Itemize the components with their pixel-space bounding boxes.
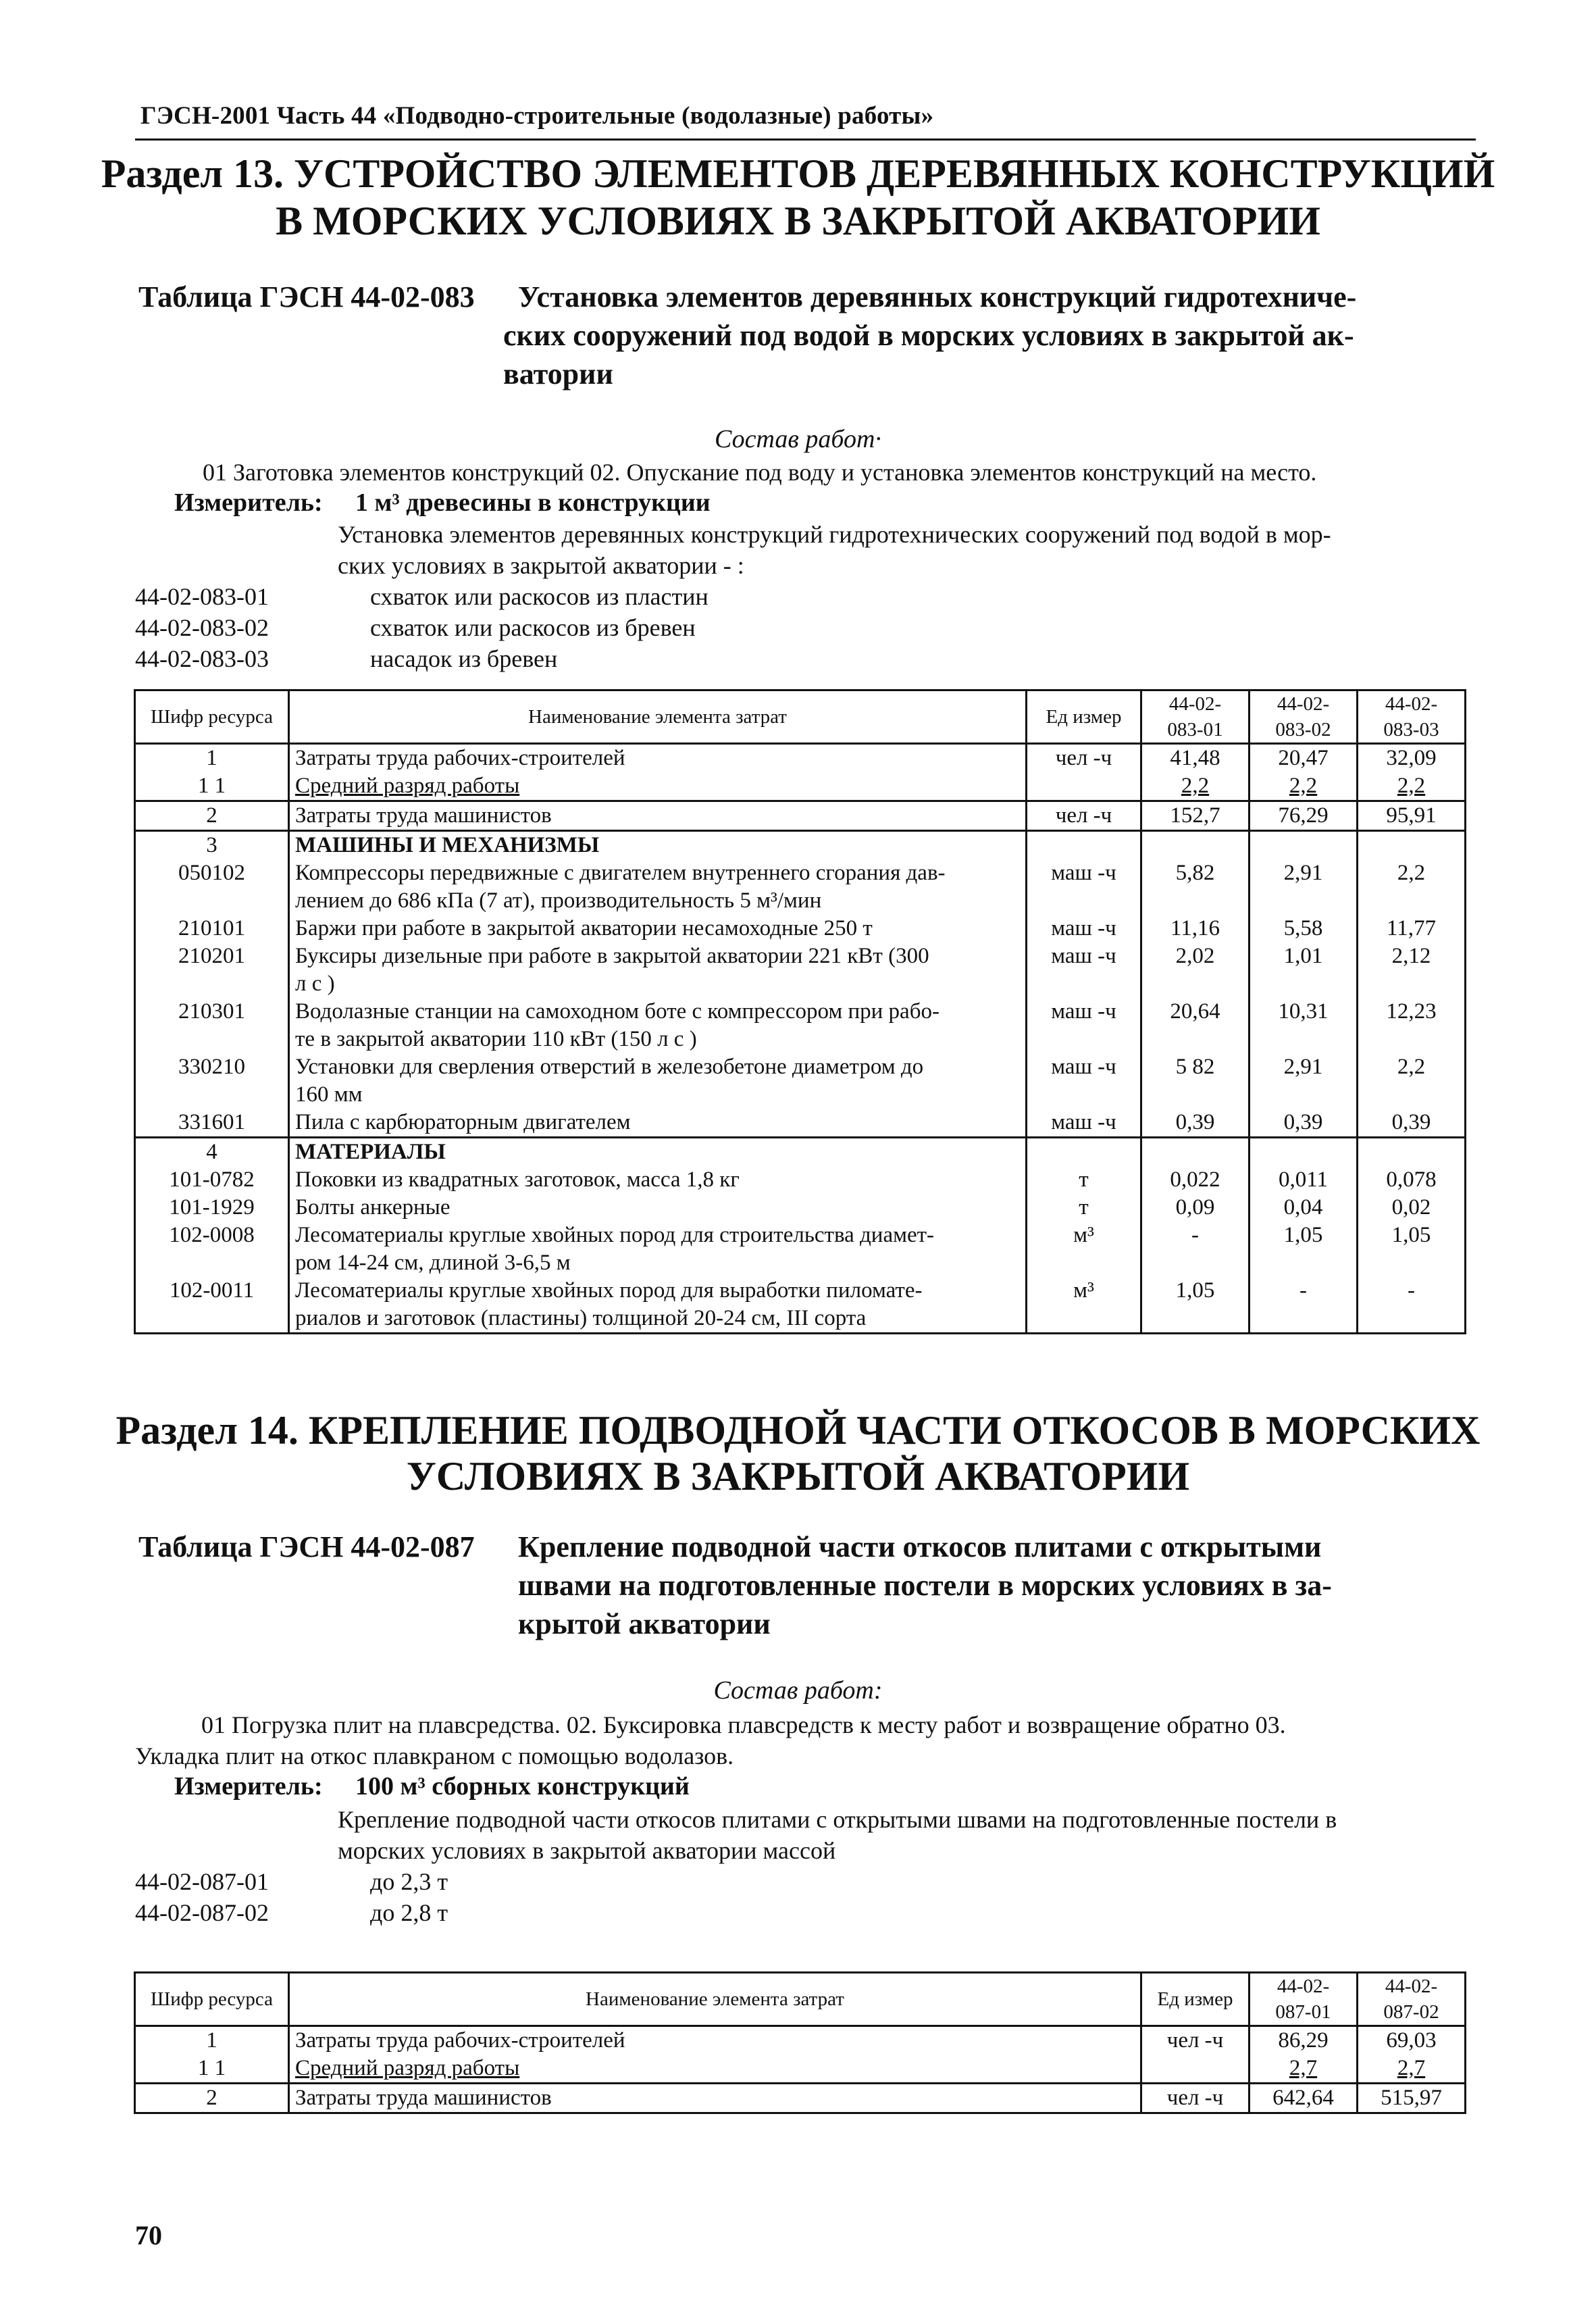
value-cell: 0,09 (1141, 1194, 1250, 1222)
section-13-title-line2: В МОРСКИХ УСЛОВИЯХ В ЗАКРЫТОЙ АКВАТОРИИ (276, 199, 1320, 243)
table-row (135, 1138, 1466, 1167)
resource-code-cell: 1 1 (135, 772, 289, 801)
value-cell: 11,77 (1358, 915, 1466, 942)
value-cell: 5,82 (1141, 859, 1250, 915)
intro-087-line1: Крепление подводной части откосов плитами с открытыми швами на подготовленные постели в (338, 1806, 1337, 1833)
table-087-body (135, 2026, 1466, 2113)
value-cell (1141, 1138, 1250, 1167)
table-087-label: Таблица ГЭСН 44-02-087 (138, 1530, 475, 1563)
resource-code-cell: 1 (135, 744, 289, 773)
cost-element-cell: Баржи при работе в закрытой акватории несамоходные 250 т (289, 915, 1027, 942)
value-cell: 12,23 (1358, 998, 1466, 1053)
code-083-02: 44-02-083-02 (135, 614, 269, 641)
cost-element-cell: Затраты труда машинистов (289, 2084, 1141, 2113)
resource-code-cell: 330210 (135, 1053, 289, 1109)
unit-cell (1027, 831, 1141, 860)
table-row (135, 2084, 1466, 2113)
value-cell: 2,2 (1141, 772, 1250, 801)
header-rule (135, 139, 1476, 141)
unit-cell: маш -ч (1027, 1109, 1141, 1138)
value-cell: 2,7 (1358, 2055, 1466, 2084)
value-cell: 2,91 (1250, 1053, 1358, 1109)
value-cell: 0,02 (1358, 1194, 1466, 1222)
value-cell: 642,64 (1250, 2084, 1358, 2113)
value-cell: 32,09 (1358, 744, 1466, 773)
table-row (135, 942, 1466, 998)
unit-cell: маш -ч (1027, 942, 1141, 998)
resource-code-cell: 210101 (135, 915, 289, 942)
table-083-label: Таблица ГЭСН 44-02-083 (138, 280, 475, 313)
value-cell: 1,05 (1250, 1222, 1358, 1277)
cost-element-cell: Затраты труда рабочих-строителей (289, 744, 1027, 773)
measure-value-083: 1 м³ древесины в конструкции (355, 488, 711, 517)
value-cell: 2,12 (1358, 942, 1466, 998)
value-cell: - (1250, 1277, 1358, 1334)
code-087-02-text: до 2,8 т (370, 1899, 448, 1926)
header-code: Шифр ресурса (135, 690, 289, 744)
value-cell: 41,48 (1141, 744, 1250, 773)
resource-code-cell: 101-0782 (135, 1166, 289, 1194)
header-col-3: 44-02- 083-03 (1358, 690, 1466, 744)
value-cell: 10,31 (1250, 998, 1358, 1053)
value-cell: 2,2 (1250, 772, 1358, 801)
header-unit: Ед измер (1027, 690, 1141, 744)
code-087-02: 44-02-087-02 (135, 1899, 269, 1926)
table-083-body (135, 744, 1466, 1334)
unit-cell: т (1027, 1166, 1141, 1194)
running-head: ГЭСН-2001 Часть 44 «Подводно-строительные (водолазные) работы» (140, 102, 934, 130)
cost-element-cell: Водолазные станции на самоходном боте с компрессором при рабо- те в закрытой акватории 110 кВт (150 л с ) (289, 998, 1027, 1053)
value-cell: 2,2 (1358, 859, 1466, 915)
resource-code-cell: 331601 (135, 1109, 289, 1138)
value-cell: 95,91 (1358, 801, 1466, 831)
code-087-01-text: до 2,3 т (370, 1868, 448, 1895)
resource-code-cell: 2 (135, 2084, 289, 2113)
table-083-title-2: ских сооружений под водой в морских условиях в закрытой ак- (503, 319, 1354, 352)
composition-heading-083: Состав работ· (715, 425, 881, 453)
value-cell: 1,05 (1141, 1277, 1250, 1334)
table-header-row (135, 1973, 1466, 2026)
table-row (135, 2026, 1466, 2055)
cost-element-cell: Средний разряд работы (289, 772, 1027, 801)
cost-table-087 (134, 1971, 1466, 2114)
table-087-title-3: крытой акватории (518, 1607, 771, 1640)
value-cell: 86,29 (1250, 2026, 1358, 2055)
value-cell: 2,02 (1141, 942, 1250, 998)
resource-code-cell: 3 (135, 831, 289, 860)
table-083-title-1: Установка элементов деревянных конструкций гидротехниче- (518, 280, 1357, 313)
table-row (135, 1222, 1466, 1277)
value-cell: 5 82 (1141, 1053, 1250, 1109)
value-cell (1141, 831, 1250, 860)
unit-cell: чел -ч (1027, 744, 1141, 773)
table-row (135, 801, 1466, 831)
value-cell: - (1141, 1222, 1250, 1277)
table-row (135, 744, 1466, 773)
section-14-title-line1: Раздел 14. КРЕПЛЕНИЕ ПОДВОДНОЙ ЧАСТИ ОТКОСОВ В МОРСКИХ (115, 1408, 1481, 1453)
table-row (135, 772, 1466, 801)
unit-cell: маш -ч (1027, 998, 1141, 1053)
section-13-title-line1: Раздел 13. УСТРОЙСТВО ЭЛЕМЕНТОВ ДЕРЕВЯННЫХ КОНСТРУКЦИЙ (101, 151, 1495, 196)
value-cell: 2,91 (1250, 859, 1358, 915)
code-083-03: 44-02-083-03 (135, 645, 269, 672)
measure-value-087: 100 м³ сборных конструкций (355, 1772, 690, 1801)
header-col-1: 44-02- 087-01 (1250, 1973, 1358, 2026)
header-name: Наименование элемента затрат (289, 690, 1027, 744)
table-087-title-1: Крепление подводной части откосов плитами с открытыми (518, 1530, 1322, 1563)
value-cell: 2,2 (1358, 1053, 1466, 1109)
table-row (135, 859, 1466, 915)
unit-cell: чел -ч (1141, 2084, 1250, 2113)
cost-element-cell: Лесоматериалы круглые хвойных пород для выработки пиломате- риалов и заготовок (пластины) толщиной 20-24 см, III сорта (289, 1277, 1027, 1334)
composition-text-087-line2: Укладка плит на откос плавкраном с помощью водолазов. (135, 1742, 734, 1769)
code-083-01: 44-02-083-01 (135, 583, 269, 610)
unit-cell: чел -ч (1027, 801, 1141, 831)
value-cell: 20,64 (1141, 998, 1250, 1053)
value-cell (1250, 1138, 1358, 1167)
cost-element-cell: Пила с карбюраторным двигателем (289, 1109, 1027, 1138)
composition-heading-087: Состав работ: (713, 1676, 883, 1705)
value-cell: 11,16 (1141, 915, 1250, 942)
header-col-1: 44-02- 083-01 (1141, 690, 1250, 744)
measure-label-083: Измеритель: (174, 488, 323, 517)
intro-083-line1: Установка элементов деревянных конструкций гидротехнических сооружений под водой в мор- (338, 521, 1331, 548)
composition-text-083: 01 Заготовка элементов конструкций 02. Опускание под воду и установка элементов конструкций на место. (203, 459, 1317, 486)
code-087-01: 44-02-087-01 (135, 1868, 269, 1895)
value-cell: 20,47 (1250, 744, 1358, 773)
measure-label-087: Измеритель: (174, 1772, 323, 1801)
resource-code-cell: 102-0011 (135, 1277, 289, 1334)
table-087-title-2: швами на подготовленные постели в морских условиях в за- (518, 1569, 1332, 1602)
table-row (135, 915, 1466, 942)
table-row (135, 831, 1466, 860)
intro-087-line2: морских условиях в закрытой акватории массой (338, 1837, 836, 1864)
table-row (135, 1277, 1466, 1334)
unit-cell (1027, 772, 1141, 801)
value-cell: 2,2 (1358, 772, 1466, 801)
resource-code-cell: 102-0008 (135, 1222, 289, 1277)
unit-cell (1027, 1138, 1141, 1167)
table-083-title-3: ватории (503, 357, 613, 391)
code-083-02-text: схваток или раскосов из бревен (370, 614, 696, 641)
value-cell: 152,7 (1141, 801, 1250, 831)
resource-code-cell: 101-1929 (135, 1194, 289, 1222)
cost-element-cell: Лесоматериалы круглые хвойных пород для строительства диамет- ром 14-24 см, длиной 3-6,5 м (289, 1222, 1027, 1277)
table-row (135, 1166, 1466, 1194)
unit-cell (1141, 2055, 1250, 2084)
value-cell (1358, 1138, 1466, 1167)
unit-cell: т (1027, 1194, 1141, 1222)
table-header-row (135, 690, 1466, 744)
cost-element-cell: Буксиры дизельные при работе в закрытой акватории 221 кВт (300 л с ) (289, 942, 1027, 998)
cost-table-083 (134, 689, 1466, 1334)
composition-text-087-line1: 01 Погрузка плит на плавсредства. 02. Буксировка плавсредств к месту работ и возвращение обратно 03. (201, 1711, 1286, 1738)
value-cell: 0,078 (1358, 1166, 1466, 1194)
resource-code-cell: 1 1 (135, 2055, 289, 2084)
unit-cell: маш -ч (1027, 859, 1141, 915)
cost-element-cell: Болты анкерные (289, 1194, 1027, 1222)
value-cell: 515,97 (1358, 2084, 1466, 2113)
header-code: Шифр ресурса (135, 1973, 289, 2026)
resource-code-cell: 210201 (135, 942, 289, 998)
value-cell: 2,7 (1250, 2055, 1358, 2084)
cost-element-cell: Поковки из квадратных заготовок, масса 1,8 кг (289, 1166, 1027, 1194)
code-083-03-text: насадок из бревен (370, 645, 558, 672)
header-col-2: 44-02- 083-02 (1250, 690, 1358, 744)
table-row (135, 2055, 1466, 2084)
cost-element-cell: Установки для сверления отверстий в железобетоне диаметром до 160 мм (289, 1053, 1027, 1109)
cost-element-cell: МАТЕРИАЛЫ (289, 1138, 1027, 1167)
value-cell: 76,29 (1250, 801, 1358, 831)
header-unit: Ед измер (1141, 1973, 1250, 2026)
table-087-caption (138, 1528, 1489, 1650)
table-row (135, 998, 1466, 1053)
resource-code-cell: 4 (135, 1138, 289, 1167)
cost-element-cell: Затраты труда машинистов (289, 801, 1027, 831)
value-cell: 0,022 (1141, 1166, 1250, 1194)
value-cell: 1,01 (1250, 942, 1358, 998)
value-cell: 0,39 (1141, 1109, 1250, 1138)
cost-element-cell: Затраты труда рабочих-строителей (289, 2026, 1141, 2055)
unit-cell: маш -ч (1027, 915, 1141, 942)
value-cell (1358, 831, 1466, 860)
header-col-2: 44-02- 087-02 (1358, 1973, 1466, 2026)
code-083-01-text: схваток или раскосов из пластин (370, 583, 709, 610)
value-cell: 5,58 (1250, 915, 1358, 942)
cost-element-cell: МАШИНЫ И МЕХАНИЗМЫ (289, 831, 1027, 860)
value-cell: 0,39 (1358, 1109, 1466, 1138)
unit-cell: маш -ч (1027, 1053, 1141, 1109)
resource-code-cell: 210301 (135, 998, 289, 1053)
header-name: Наименование элемента затрат (289, 1973, 1141, 2026)
section-14-title-line2: УСЛОВИЯХ В ЗАКРЫТОЙ АКВАТОРИИ (406, 1454, 1190, 1499)
table-083-caption (138, 278, 1489, 400)
value-cell: 0,011 (1250, 1166, 1358, 1194)
value-cell: 0,39 (1250, 1109, 1358, 1138)
unit-cell: чел -ч (1141, 2026, 1250, 2055)
page-number: 70 (135, 2220, 162, 2250)
unit-cell: м³ (1027, 1222, 1141, 1277)
resource-code-cell: 2 (135, 801, 289, 831)
value-cell: 0,04 (1250, 1194, 1358, 1222)
value-cell: 1,05 (1358, 1222, 1466, 1277)
cost-element-cell: Компрессоры передвижные с двигателем внутреннего сгорания дав- лением до 686 кПа (7 ат), производительность 5 м³/мин (289, 859, 1027, 915)
table-row (135, 1053, 1466, 1109)
value-cell: 69,03 (1358, 2026, 1466, 2055)
intro-083-line2: ских условиях в закрытой акватории - : (338, 552, 744, 579)
table-row (135, 1194, 1466, 1222)
cost-element-cell: Средний разряд работы (289, 2055, 1141, 2084)
resource-code-cell: 1 (135, 2026, 289, 2055)
resource-code-cell: 050102 (135, 859, 289, 915)
value-cell (1250, 831, 1358, 860)
unit-cell: м³ (1027, 1277, 1141, 1334)
table-row (135, 1109, 1466, 1138)
value-cell: - (1358, 1277, 1466, 1334)
